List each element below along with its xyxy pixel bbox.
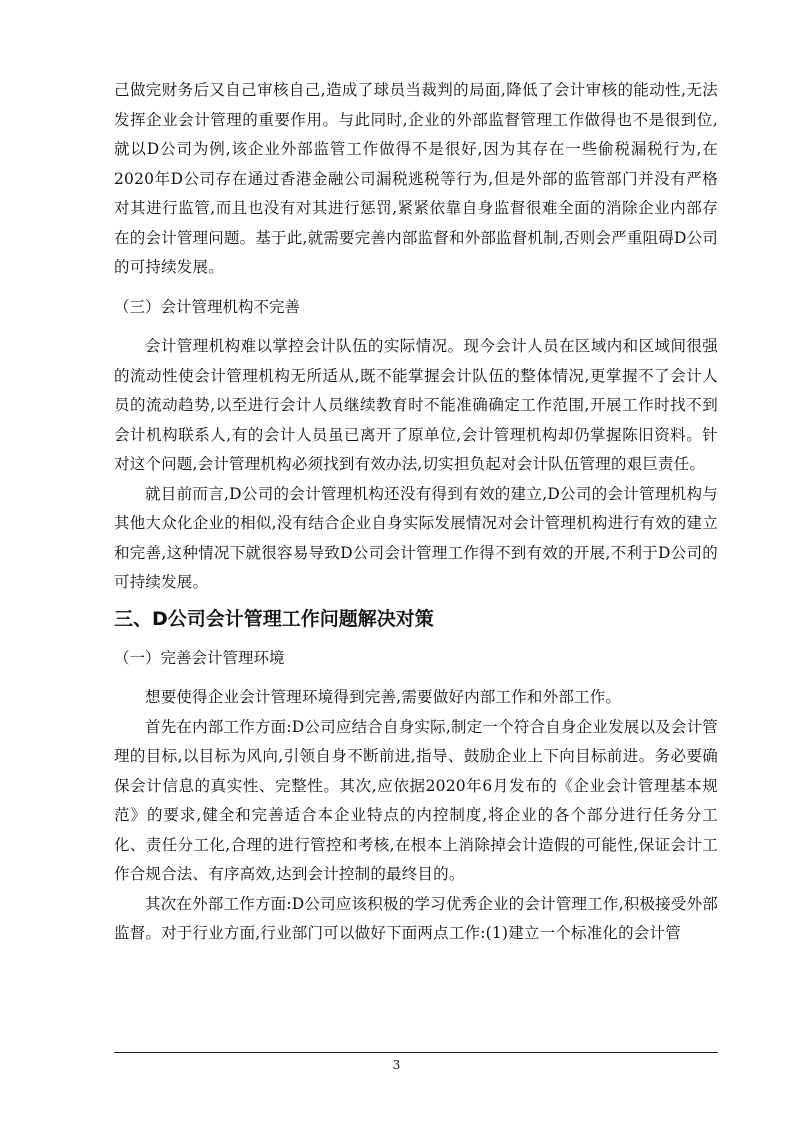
paragraph-external-work: 其次在外部工作方面:D公司应该积极的学习优秀企业的会计管理工作,积极接受外部监督。对于行业方面,行业部门可以做好下面两点工作:(1)建立一个标准化的会计管 [114, 894, 718, 942]
paragraph-institution-control: 会计管理机构难以掌控会计队伍的实际情况。现今会计人员在区域内和区域间很强的流动性使会计管理机构无所适从,既不能掌握会计队伍的整体情况,更掌握不了会计人员的流动趋势,以至进行会计人员继续教育时不能准确确定工作范围,开展工作时找不到会计机构联系人,有的会计人员虽已离开了原单位,会计管理机构却仍掌握陈旧资料。针对这个问题,会计管理机构必须找到有效办法,切实担负起对会计队伍管理的艰巨责任。 [114, 337, 718, 473]
page-content [114, 76, 718, 949]
section-heading-solutions: 三、D公司会计管理工作问题解决对策 [114, 607, 434, 630]
paragraph-supervision: 己做完财务后又自己审核自己,造成了球员当裁判的局面,降低了会计审核的能动性,无法发挥企业会计管理的重要作用。与此同时,企业的外部监督管理工作做得也不是很到位,就以D公司为例,该企业外部监管工作做得不是很好,因为其存在一些偷税漏税行为,在2020年D公司存在通过香港金融公司漏税逃税等行为,但是外部的监管部门并没有严格对其进行监管,而且也没有对其进行惩罚,紧紧依靠自身监督很难全面的消除企业内部存在的会计管理问题。基于此,就需要完善内部监督和外部监督机制,否则会严重阻碍D公司的可持续发展。 [114, 81, 718, 276]
paragraph-d-company-institution: 就目前而言,D公司的会计管理机构还没有得到有效的建立,D公司的会计管理机构与其他大众化企业的相似,没有结合企业自身实际发展情况对会计管理机构进行有效的建立和完善,这种情况下就很容易导致D公司会计管理工作得不到有效的开展,不利于D公司的可持续发展。 [114, 484, 718, 591]
paragraph-internal-work: 首先在内部工作方面:D公司应结合自身实际,制定一个符合自身企业发展以及会计管理的目标,以目标为风向,引领自身不断前进,指导、鼓励企业上下向目标前进。务必要确保会计信息的真实性、完整性。其次,应依据2020年6月发布的《企业会计管理基本规范》的要求,健全和完善适合本企业特点的内控制度,将企业的各个部分进行任务分工化、责任分工化,合理的进行管控和考核,在根本上消除掉会计造假的可能性,保证会计工作合规合法、有序高效,达到会计控制的最终目的。 [114, 717, 718, 883]
footer-rule [114, 1052, 718, 1053]
page-number: 3 [392, 1058, 401, 1072]
subheading-improve-environment: （一）完善会计管理环境 [114, 648, 285, 667]
paragraph-intro-environment: 想要使得企业会计管理环境得到完善,需要做好内部工作和外部工作。 [145, 688, 622, 706]
subheading-accounting-institution: （三）会计管理机构不完善 [114, 297, 301, 316]
